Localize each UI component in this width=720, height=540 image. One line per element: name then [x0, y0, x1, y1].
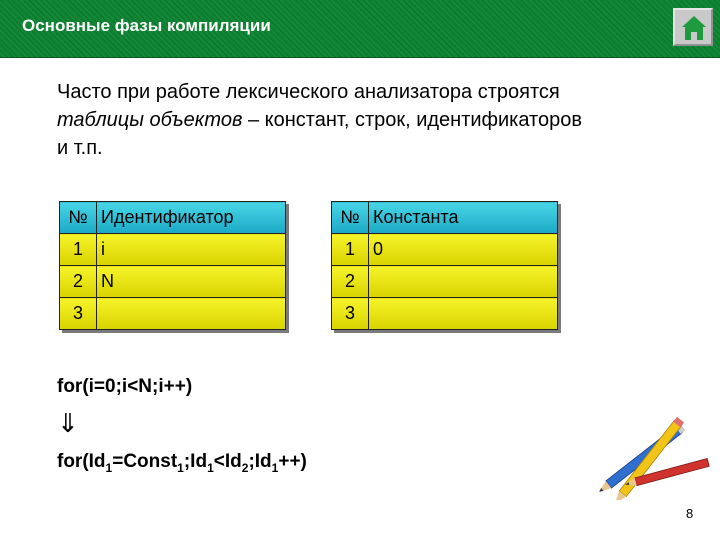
code-part: ;Id [183, 451, 208, 472]
table-row [332, 298, 558, 330]
code-part: for(Id [57, 451, 106, 472]
constant-header: Константа [369, 202, 558, 234]
row-number: 2 [332, 266, 369, 298]
row-number: 2 [60, 266, 97, 298]
identifier-cell: N [97, 266, 286, 298]
intro-paragraph [57, 78, 707, 162]
number-header: № [60, 202, 97, 234]
table-row [60, 266, 286, 298]
row-number: 1 [332, 234, 369, 266]
code-subscript: 1 [177, 460, 184, 475]
paragraph-line-2-rest: – констант, строк, идентификаторов [242, 109, 582, 131]
code-part: ;Id [248, 451, 272, 472]
table-row [332, 266, 558, 298]
paragraph-line-3: и т.п. [57, 137, 103, 159]
table-header-row [332, 202, 558, 234]
slide-header [0, 0, 720, 58]
identifier-cell [97, 298, 286, 330]
constant-cell [369, 266, 558, 298]
table-row [60, 234, 286, 266]
identifier-cell: i [97, 234, 286, 266]
row-number: 1 [60, 234, 97, 266]
paragraph-line-1: Часто при работе лексического анализатора строятся [57, 81, 560, 103]
constant-cell: 0 [369, 234, 558, 266]
down-arrow-icon: ⇓ [57, 408, 79, 438]
constants-table [331, 201, 558, 330]
object-tables-term: таблицы объектов [57, 109, 243, 131]
slide-title: Основные фазы компиляции [22, 16, 271, 35]
number-header: № [332, 202, 369, 234]
table-row [332, 234, 558, 266]
page-number: 8 [686, 506, 694, 521]
code-part: <Id [213, 451, 242, 472]
paragraph-line-2 [57, 106, 707, 134]
constant-cell [369, 298, 558, 330]
table-header-row [60, 202, 286, 234]
row-number: 3 [332, 298, 369, 330]
code-part: =Const [112, 451, 178, 472]
home-icon [680, 14, 708, 42]
code-subscript: 1 [271, 460, 279, 475]
code-subscript: 2 [241, 460, 249, 475]
code-original: for(i=0;i<N;i++) [57, 376, 193, 397]
row-number: 3 [60, 298, 97, 330]
home-button[interactable] [673, 8, 713, 46]
identifier-header: Идентификатор [97, 202, 286, 234]
table-row [60, 298, 286, 330]
code-transformed [57, 451, 307, 475]
identifiers-table [59, 201, 286, 330]
code-subscript: 1 [105, 460, 113, 475]
code-subscript: 1 [207, 460, 214, 475]
code-part: ++) [278, 451, 307, 472]
pencils-illustration [580, 410, 715, 500]
